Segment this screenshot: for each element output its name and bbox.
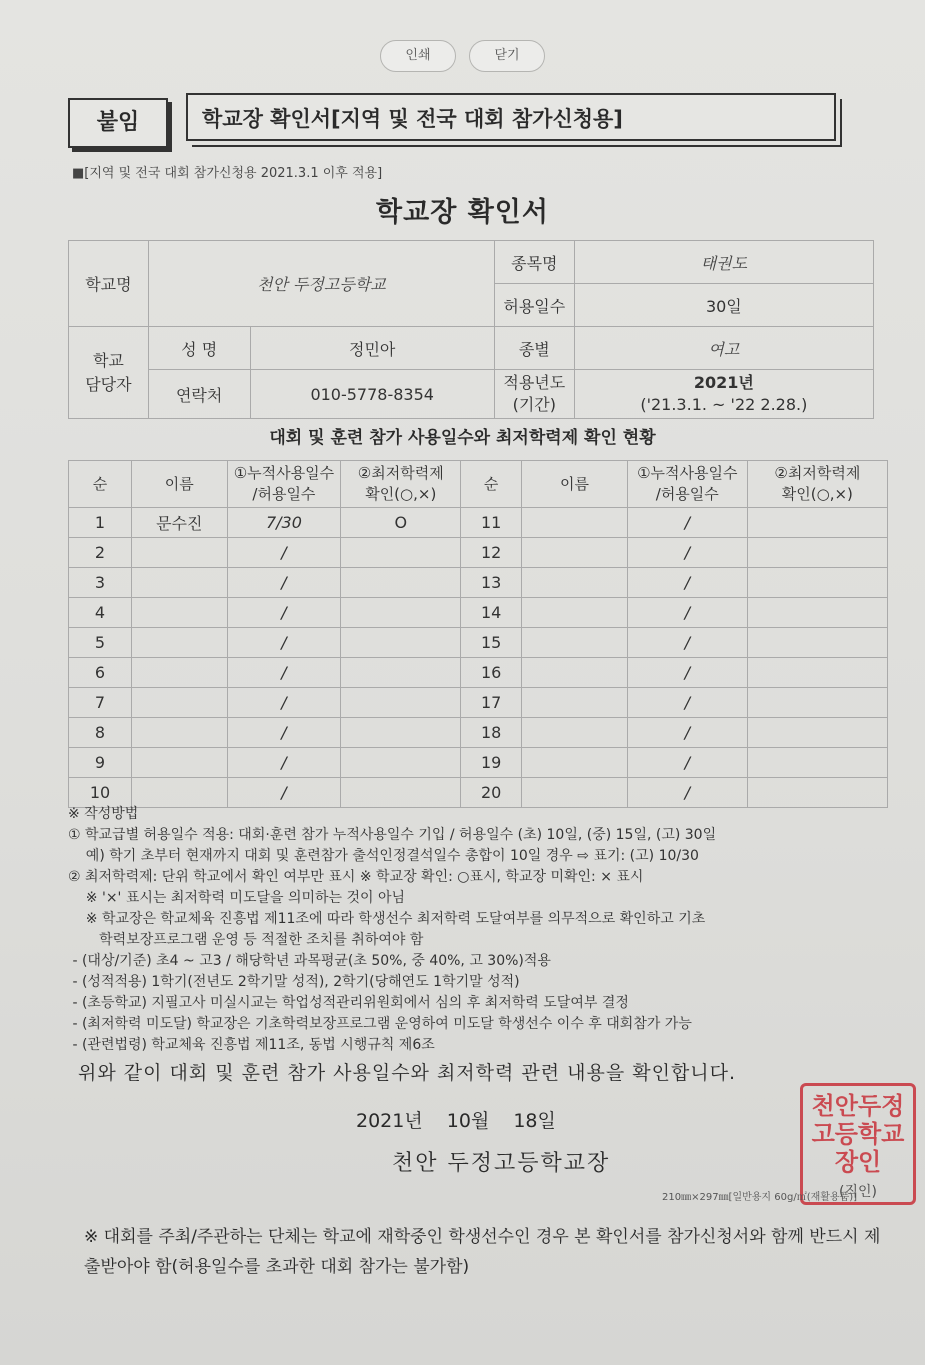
row-no-2: 14	[461, 598, 522, 628]
table-row	[69, 718, 888, 748]
note-line: ※ 작성방법	[68, 806, 139, 822]
row-no-2: 16	[461, 658, 522, 688]
row-name-2	[522, 628, 628, 658]
row-no: 6	[69, 658, 132, 688]
row-check	[341, 658, 461, 688]
row-check-2	[747, 688, 887, 718]
row-check	[341, 568, 461, 598]
note-line: ※ 학교장은 학교체육 진흥법 제11조에 따라 학생선수 최저학력 도달여부를 의무적으로 확인하고 기초	[68, 911, 706, 927]
row-check-2	[747, 508, 887, 538]
row-check-2	[747, 598, 887, 628]
row-days-2: /	[627, 748, 747, 778]
header-no-2: 순	[461, 461, 522, 508]
row-check-2	[747, 718, 887, 748]
row-name	[132, 748, 228, 778]
close-button[interactable]: 닫기	[469, 40, 545, 72]
name-value: 정민아	[250, 327, 494, 370]
note-line: 학력보장프로그램 운영 등 적절한 조치를 취하여야 함	[68, 932, 424, 948]
paper-note: 210㎜×297㎜[일반용지 60g/㎡(재활용품)]	[662, 1192, 858, 1203]
row-no: 4	[69, 598, 132, 628]
contact-person-label: 학교 담당자	[69, 327, 149, 419]
row-days-2: /	[627, 598, 747, 628]
confirm-text: 위와 같이 대회 및 훈련 참가 사용일수와 최저학력 관련 내용을 확인합니다.	[78, 1062, 737, 1084]
row-check-2	[747, 778, 887, 808]
info-table	[68, 240, 874, 419]
row-no-2: 18	[461, 718, 522, 748]
print-button[interactable]: 인쇄	[380, 40, 456, 72]
row-name	[132, 778, 228, 808]
toolbar	[0, 40, 925, 72]
row-check	[341, 778, 461, 808]
row-check	[341, 628, 461, 658]
row-no: 7	[69, 688, 132, 718]
row-days-2: /	[627, 778, 747, 808]
usage-table	[68, 460, 888, 808]
row-days-2: /	[627, 568, 747, 598]
header-days: ①누적사용일수 /허용일수	[227, 461, 341, 508]
row-name-2	[522, 658, 628, 688]
row-name	[132, 658, 228, 688]
date-year: 2021년	[356, 1110, 423, 1132]
table-row	[69, 658, 888, 688]
row-no: 3	[69, 568, 132, 598]
row-check	[341, 688, 461, 718]
seal-mark: (직인)	[839, 1184, 877, 1200]
row-days-2: /	[627, 658, 747, 688]
table-row	[69, 628, 888, 658]
row-check	[341, 538, 461, 568]
header-name: 이름	[132, 461, 228, 508]
row-check	[341, 748, 461, 778]
section-title: 대회 및 훈련 참가 사용일수와 최저학력제 확인 현황	[269, 428, 656, 448]
row-name-2	[522, 538, 628, 568]
header-check: ②최저학력제 확인(○,×)	[341, 461, 461, 508]
footer-note: ※ 대회를 주최/주관하는 단체는 학교에 재학중인 학생선수인 경우 본 확인서를 참가신청서와 함께 반드시 제출받아야 함(허용일수를 초과한 대회 참가는 불가함)	[84, 1227, 881, 1277]
sub-note: ■[지역 및 전국 대회 참가신청용 2021.3.1 이후 적용]	[72, 166, 383, 181]
seal-text: 천안두정고등학교장인	[811, 1092, 905, 1176]
note-line: ① 학교급별 허용일수 적용: 대회·훈련 참가 누적사용일수 기입 / 허용일수 (초) 10일, (중) 15일, (고) 30일	[68, 827, 717, 843]
row-no-2: 13	[461, 568, 522, 598]
header-name-2: 이름	[522, 461, 628, 508]
row-days: /	[227, 718, 341, 748]
row-name-2	[522, 508, 628, 538]
row-no: 8	[69, 718, 132, 748]
row-no: 5	[69, 628, 132, 658]
table-row	[69, 568, 888, 598]
row-name-2	[522, 718, 628, 748]
attach-label: 붙임	[68, 98, 168, 148]
phone-value: 010-5778-8354	[250, 370, 494, 419]
header-no: 순	[69, 461, 132, 508]
row-name	[132, 688, 228, 718]
official-seal	[800, 1083, 916, 1205]
category-value: 여고	[574, 327, 873, 370]
row-name	[132, 538, 228, 568]
row-name	[132, 718, 228, 748]
row-days-2: /	[627, 718, 747, 748]
row-check-2	[747, 568, 887, 598]
row-name-2	[522, 598, 628, 628]
allowed-days-label: 허용일수	[494, 284, 574, 327]
row-name-2	[522, 688, 628, 718]
table-row	[69, 748, 888, 778]
name-label: 성 명	[148, 327, 250, 370]
row-check-2	[747, 628, 887, 658]
row-no: 2	[69, 538, 132, 568]
principal-name: 천안 두정고등학교장	[392, 1151, 611, 1176]
year-label: 적용년도 (기간)	[494, 370, 574, 419]
header-days-2: ①누적사용일수 /허용일수	[627, 461, 747, 508]
signed-date	[356, 1106, 556, 1133]
row-no-2: 15	[461, 628, 522, 658]
note-line: ※ '×' 표시는 최저학력 미도달을 의미하는 것이 아님	[68, 890, 406, 906]
row-days: /	[227, 598, 341, 628]
date-day: 18일	[513, 1110, 556, 1132]
row-name	[132, 628, 228, 658]
table-body	[69, 508, 888, 808]
row-name	[132, 598, 228, 628]
sport-value: 태권도	[574, 241, 873, 284]
row-name-2	[522, 568, 628, 598]
note-line: - (최저학력 미도달) 학교장은 기초학력보장프로그램 운영하여 미도달 학생선수 이수 후 대회참가 가능	[68, 1016, 692, 1032]
row-no: 10	[69, 778, 132, 808]
period-value: ('21.3.1. ~ '22 2.28.)	[640, 395, 808, 414]
table-row	[69, 538, 888, 568]
row-days-2: /	[627, 688, 747, 718]
row-days: /	[227, 658, 341, 688]
row-days: /	[227, 748, 341, 778]
row-check-2	[747, 658, 887, 688]
doc-title: 학교장 확인서	[376, 197, 549, 228]
note-line: - (대상/기준) 초4 ~ 고3 / 해당학년 과목평균(초 50%, 중 40%, 고 30%)적용	[68, 953, 551, 969]
table-row	[69, 508, 888, 538]
year-value: 2021년	[693, 373, 754, 392]
sport-label: 종목명	[494, 241, 574, 284]
school-name: 천안 두정고등학교	[148, 241, 494, 327]
note-line: ② 최저학력제: 단위 학교에서 확인 여부만 표시 ※ 학교장 확인: ○표시, 학교장 미확인: × 표시	[68, 869, 644, 885]
table-row	[69, 598, 888, 628]
year-cell	[574, 370, 873, 419]
header-check-2: ②최저학력제 확인(○,×)	[747, 461, 887, 508]
row-name-2	[522, 748, 628, 778]
row-no-2: 20	[461, 778, 522, 808]
row-days: /	[227, 538, 341, 568]
row-days-2: /	[627, 538, 747, 568]
row-days-2: /	[627, 508, 747, 538]
row-no-2: 11	[461, 508, 522, 538]
category-label: 종별	[494, 327, 574, 370]
form-title: 학교장 확인서[지역 및 전국 대회 참가신청용]	[186, 93, 836, 141]
row-no: 9	[69, 748, 132, 778]
row-days: /	[227, 688, 341, 718]
note-line: - (관련법령) 학교체육 진흥법 제11조, 동법 시행규칙 제6조	[68, 1037, 435, 1053]
table-row	[69, 778, 888, 808]
row-no: 1	[69, 508, 132, 538]
row-no-2: 12	[461, 538, 522, 568]
row-check	[341, 598, 461, 628]
row-days: /	[227, 778, 341, 808]
notes-section	[68, 804, 898, 1056]
row-name: 문수진	[132, 508, 228, 538]
note-line: - (초등학교) 지필고사 미실시교는 학업성적관리위원회에서 심의 후 최저학력 도달여부 결정	[68, 995, 629, 1011]
school-label: 학교명	[69, 241, 149, 327]
date-month: 10월	[446, 1110, 490, 1132]
row-days-2: /	[627, 628, 747, 658]
row-no-2: 19	[461, 748, 522, 778]
row-no-2: 17	[461, 688, 522, 718]
phone-label: 연락처	[148, 370, 250, 419]
note-line: - (성적적용) 1학기(전년도 2학기말 성적), 2학기(당해연도 1학기말 성적)	[68, 974, 520, 990]
row-days: 7/30	[227, 508, 341, 538]
row-days: /	[227, 568, 341, 598]
table-row	[69, 688, 888, 718]
note-line: 예) 학기 초부터 현재까지 대회 및 훈련참가 출석인정결석일수 총합이 10일 경우 ⇨ 표기: (고) 10/30	[68, 848, 699, 864]
row-days: /	[227, 628, 341, 658]
row-name	[132, 568, 228, 598]
table-header-row	[69, 461, 888, 508]
row-check	[341, 718, 461, 748]
allowed-days-value: 30일	[574, 284, 873, 327]
row-check-2	[747, 748, 887, 778]
row-name-2	[522, 778, 628, 808]
row-check-2	[747, 538, 887, 568]
row-check: O	[341, 508, 461, 538]
